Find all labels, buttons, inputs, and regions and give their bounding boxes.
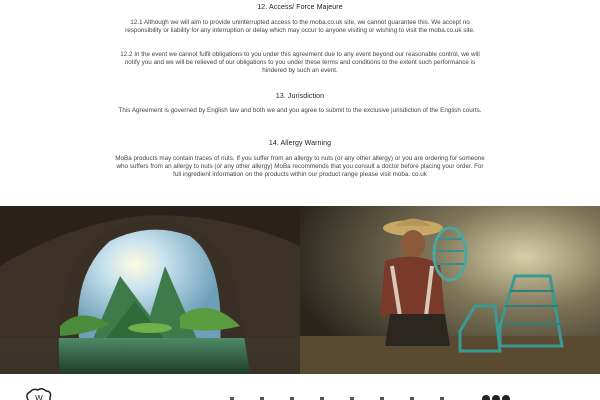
section-12-title: 12. Access/ Force Majeure: [257, 4, 343, 11]
section-12-1-paragraph: 12.1 Although we will aim to provide uninterrupted access to the moba.co.uk site, we cannot guarantee this. We accept no responsibility or liability for any interruption or delay which may occur to anyone visiting or wishing to visit the moba.co.uk site.: [125, 19, 475, 35]
moba-logo-icon[interactable]: [24, 388, 54, 400]
footer: [0, 374, 600, 400]
image-banner: [0, 206, 600, 374]
section-13-paragraph: This Agreement is governed by English law and both we and you agree to submit to the exclusive jurisdiction of the English courts.: [118, 107, 482, 114]
footer-nav-dots: [230, 396, 470, 400]
section-13-title: 13. Jurisdiction: [275, 93, 325, 100]
social-icons[interactable]: [482, 394, 518, 400]
cave-lagoon-photo: [0, 206, 300, 374]
fisherman-with-traps-photo: [300, 206, 600, 374]
section-12-2-paragraph: 12.2 In the event we cannot fulfil obligations to you under this agreement due to any event beyond our reasonable control, we will notify you and we will be relieved of our obligations to you under these terms and conditions to the extent such performance is hindered by such an event.: [120, 51, 480, 75]
section-14-title: 14. Allergy Warning: [268, 140, 332, 147]
section-14-paragraph: MoBa products may contain traces of nuts. If you suffer from an allergy to nuts (or any other allergy) or you are ordering for someone who suffers from an allergy to nuts (or any other allergy) MoBa recommends that you consult a doctor before placing your order. For full ingredient information on the products within our product range please visit moba. co.uk: [115, 155, 485, 179]
svg-text:W: W: [35, 394, 43, 400]
